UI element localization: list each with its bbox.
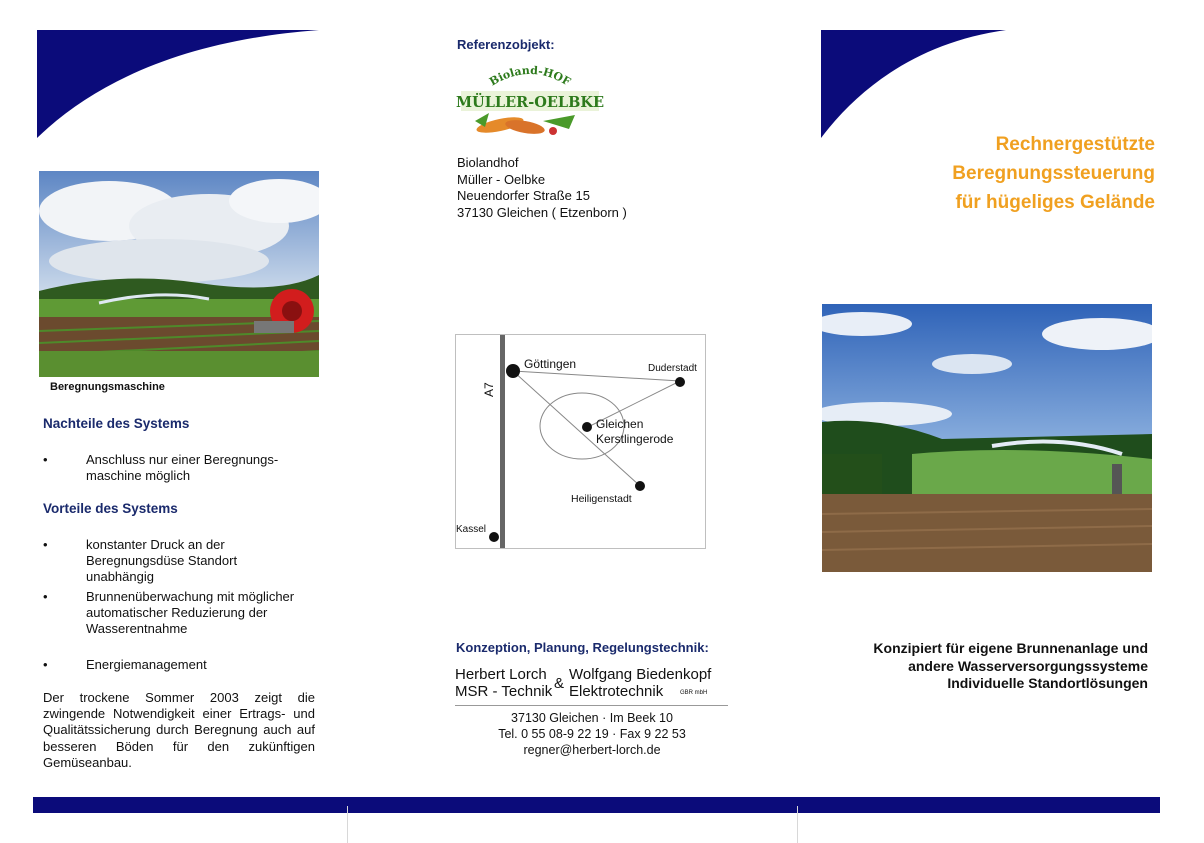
map-label-gleichen: Gleichen xyxy=(596,417,644,431)
address-line: Müller - Oelbke xyxy=(457,171,546,187)
address-line: 37130 Gleichen ( Etzenborn ) xyxy=(457,204,627,220)
reference-heading: Referenzobjekt: xyxy=(457,37,555,52)
map-label-duderstadt: Duderstadt xyxy=(648,363,697,374)
logo-name: MÜLLER-OELBKE xyxy=(456,94,604,111)
bullet-text: Energiemanagement xyxy=(86,657,207,672)
advantage-item xyxy=(43,537,323,584)
bullet-dot: • xyxy=(43,537,48,552)
company-contact xyxy=(457,710,727,758)
photo-caption: Beregnungsmaschine xyxy=(50,381,165,393)
advantage-item xyxy=(43,657,323,675)
contact-address: 37130 Gleichen · Im Beek 10 xyxy=(511,711,673,725)
contact-email: regner@herbert-lorch.de xyxy=(523,743,661,757)
company-divider xyxy=(455,705,728,706)
person1-role: MSR - Technik xyxy=(455,683,553,700)
bullet-dot: • xyxy=(43,589,48,604)
person1-name: Herbert Lorch xyxy=(455,666,547,683)
disadvantages-heading: Nachteile des Systems xyxy=(43,416,190,431)
tagline-line: andere Wasserversorgungssysteme xyxy=(908,657,1148,674)
advantage-item xyxy=(43,589,323,639)
logo-arc-text: Bioland-HOF xyxy=(487,63,573,89)
title-line: für hügeliges Gelände xyxy=(955,192,1155,213)
irrigation-machine-photo xyxy=(39,171,319,377)
footer-bar xyxy=(33,797,1160,813)
road-label-a7: A7 xyxy=(482,382,496,397)
concept-heading: Konzeption, Planung, Regelungstechnik: xyxy=(456,640,709,655)
top-right-swoosh xyxy=(821,30,1006,140)
tagline xyxy=(818,640,1148,693)
bullet-text: Anschluss nur einer Beregnungs- maschine möglich xyxy=(86,452,279,483)
map-label-kerstlingerode: Kerstlingerode xyxy=(596,432,674,446)
bullet-text: konstanter Druck an der Beregnungsdüse Standort unabhängig xyxy=(86,537,238,584)
ampersand: & xyxy=(554,675,565,692)
legal-form: GBR mbH xyxy=(680,690,708,696)
address-line: Neuendorfer Straße 15 xyxy=(457,188,590,203)
map-label-heiligenstadt: Heiligenstadt xyxy=(571,493,632,505)
company-block xyxy=(455,665,730,760)
advantages-heading: Vorteile des Systems xyxy=(43,501,178,516)
bullet-dot: • xyxy=(43,657,48,672)
title-line: Beregnungssteuerung xyxy=(952,163,1155,184)
person2-name: Wolfgang Biedenkopf xyxy=(569,666,712,683)
bioland-logo xyxy=(455,61,605,143)
address-block xyxy=(457,155,627,221)
bullet-dot: • xyxy=(43,452,48,467)
fold-line-right xyxy=(797,806,798,843)
brochure-title xyxy=(815,130,1155,217)
title-line: Rechnergestützte xyxy=(995,134,1155,155)
bullet-text: Brunnenüberwachung mit möglicher automatischer Reduzierung der Wasserentnahme xyxy=(86,589,295,636)
map-label-kassel: Kassel xyxy=(456,524,487,535)
disadvantage-item xyxy=(43,452,323,486)
tagline-line: Konzipiert für eigene Brunnenanlage und xyxy=(873,640,1148,656)
tagline-line: Individuelle Standortlösungen xyxy=(947,675,1148,691)
fold-line-left xyxy=(347,806,348,843)
person2-role: Elektrotechnik xyxy=(569,683,664,700)
address-line: Biolandhof xyxy=(457,155,519,170)
top-left-swoosh xyxy=(37,30,319,140)
contact-phone: Tel. 0 55 08-9 22 19 · Fax 9 22 53 xyxy=(498,727,686,741)
map-label-goettingen: Göttingen xyxy=(524,357,577,371)
summer-2003-paragraph: Der trockene Sommer 2003 zeigt die zwingende Notwendigkeit einer Ertrags- und Qualitätssicherung durch Beregnung auch auf besseren Böden für den zukünftigen Gemüseanbau. xyxy=(43,690,315,770)
location-map xyxy=(455,334,706,549)
sprinkler-field-photo xyxy=(822,304,1152,572)
